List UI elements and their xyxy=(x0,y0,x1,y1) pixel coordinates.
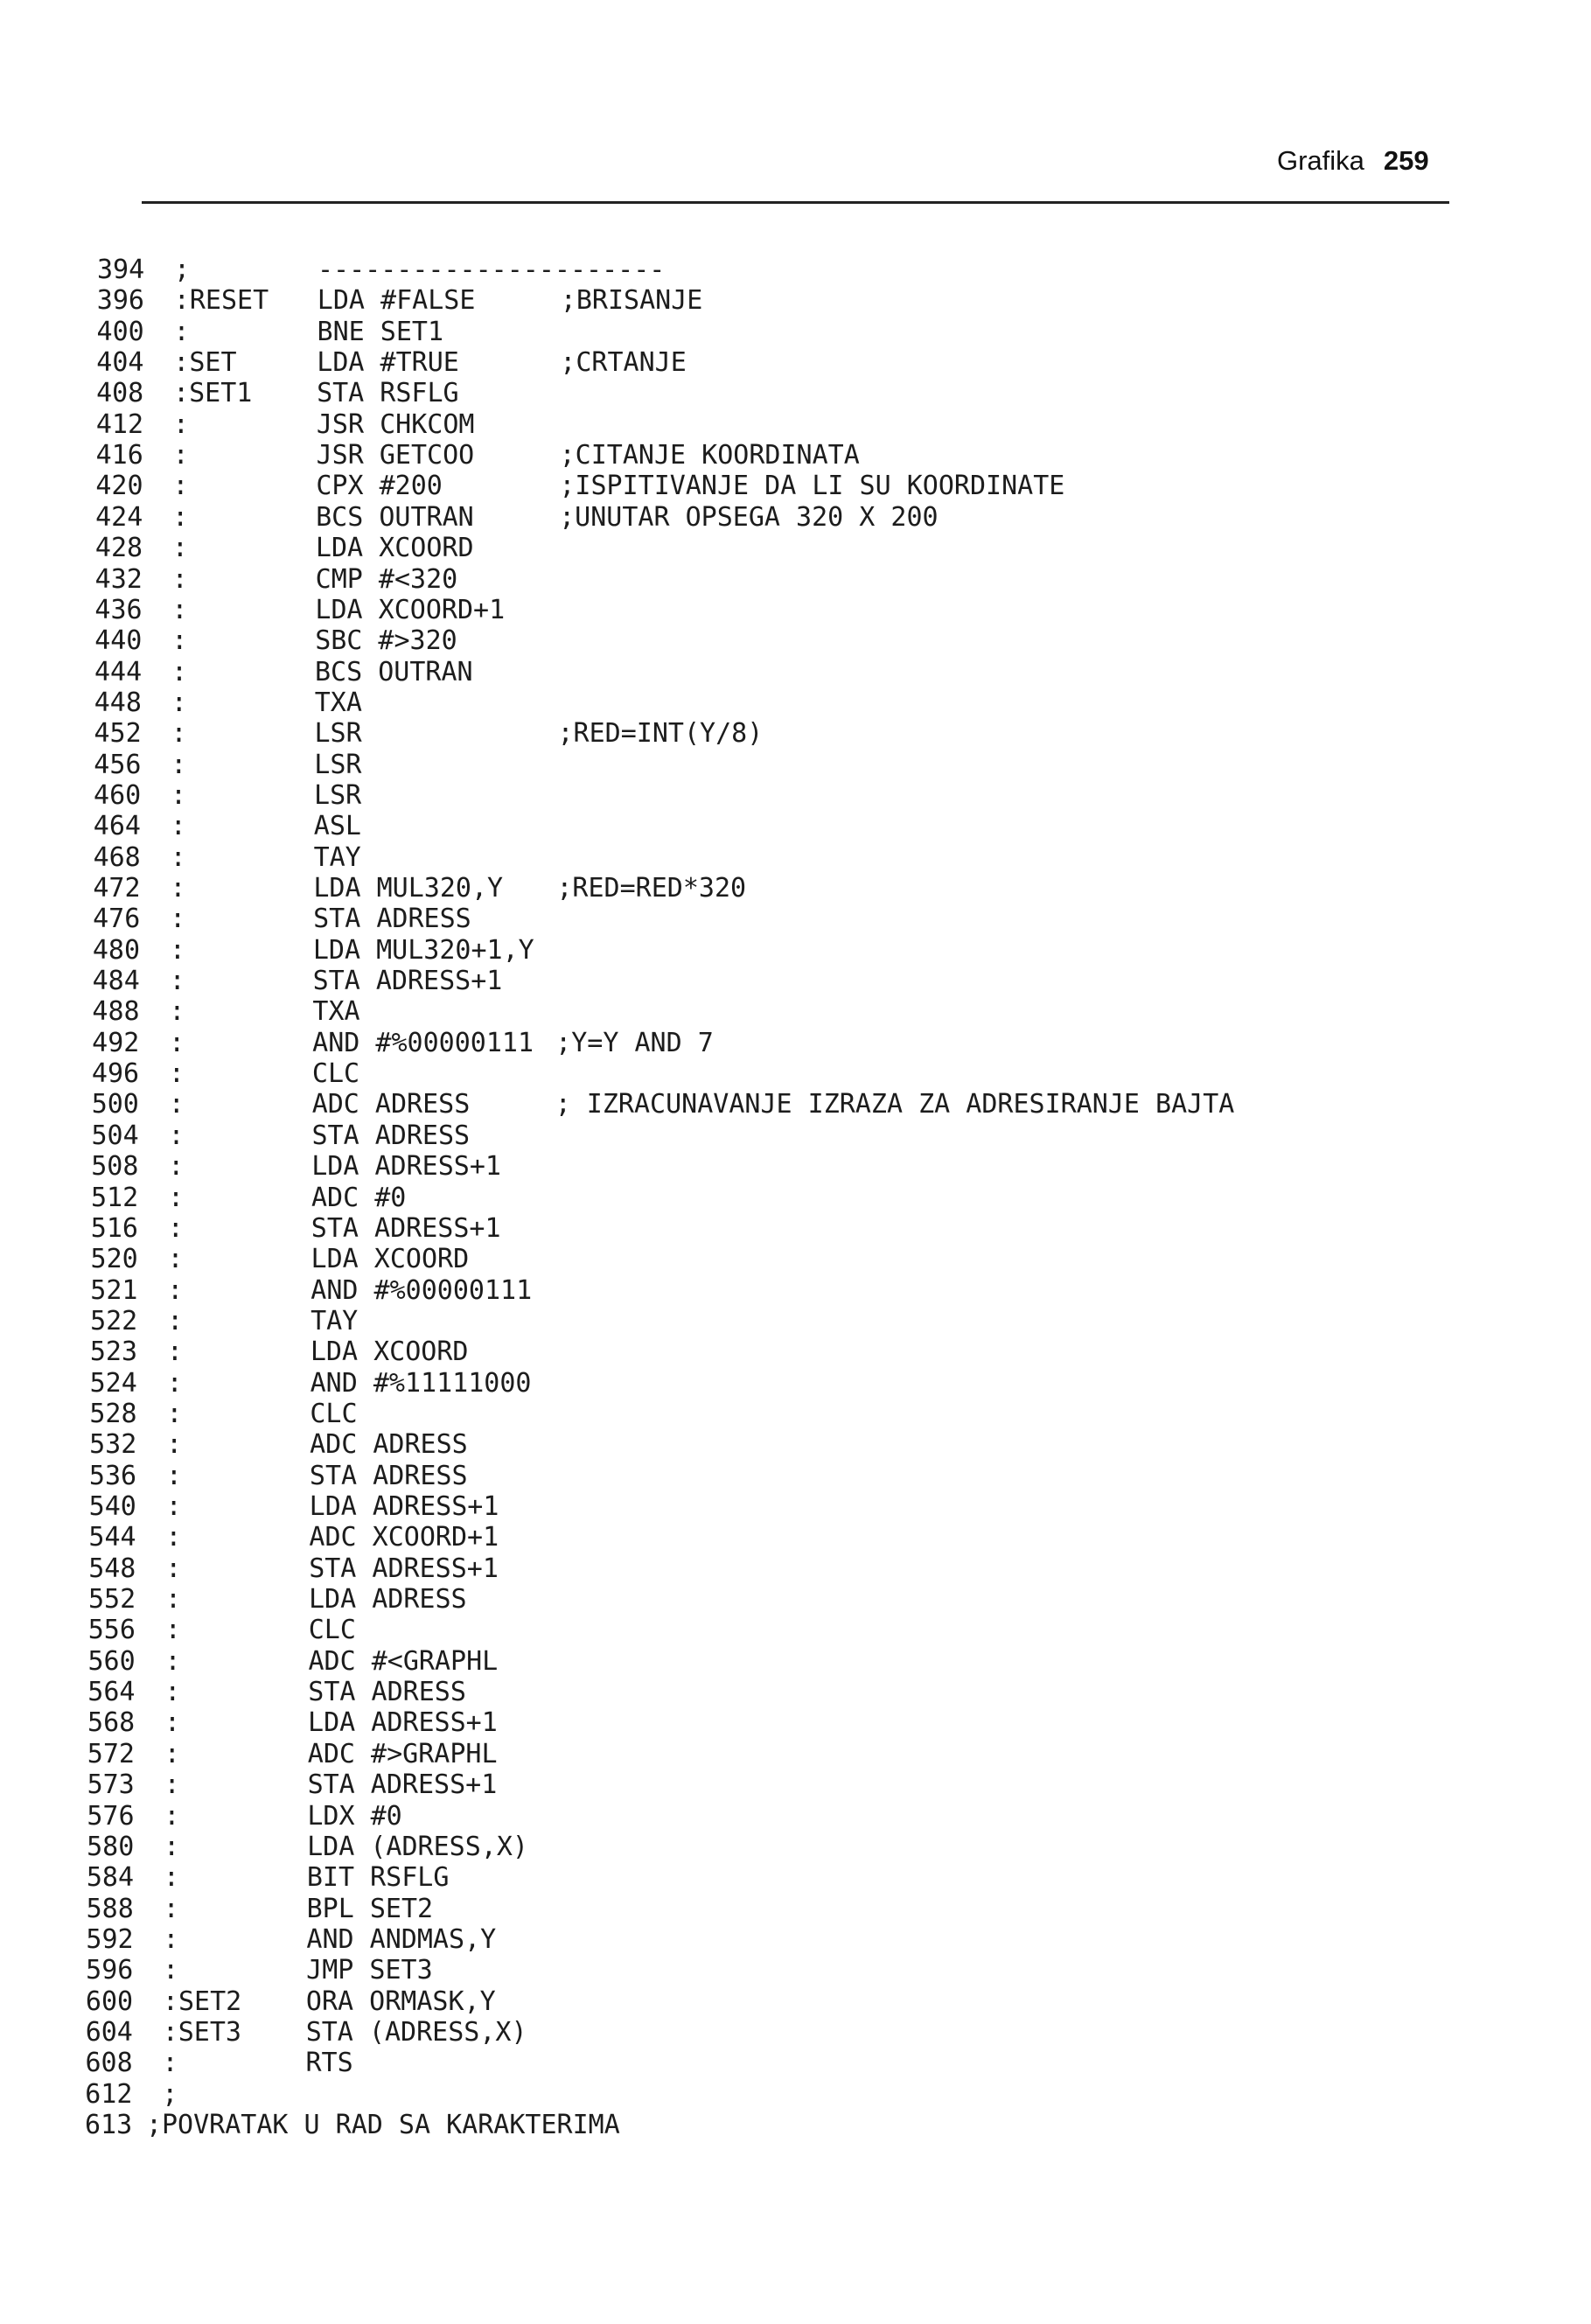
line-label: : xyxy=(164,1800,180,1832)
line-comment: ;ISPITIVANJE DA LI SU KOORDINATE xyxy=(559,471,1065,502)
line-instruction: LDA ADRESS+1 xyxy=(311,1151,501,1183)
line-number: 612 xyxy=(85,2078,133,2110)
line-label: : xyxy=(171,625,188,657)
line-number: 456 xyxy=(94,749,142,780)
line-number: 572 xyxy=(87,1738,135,1769)
line-label: : xyxy=(169,934,185,966)
line-instruction: STA ADRESS+1 xyxy=(307,1769,498,1801)
line-instruction: STA ADRESS+1 xyxy=(309,1553,499,1584)
line-number: 552 xyxy=(87,1584,136,1616)
line-instruction: AND ANDMAS,Y xyxy=(306,1923,497,1955)
line-number: 524 xyxy=(89,1367,137,1399)
line-label: : xyxy=(163,1923,179,1955)
line-label: : xyxy=(172,408,189,440)
line-instruction: POVRATAK U RAD SA KARAKTERIMA xyxy=(162,2110,620,2140)
line-instruction: AND #%00000111 xyxy=(311,1274,533,1306)
line-label: : xyxy=(169,966,185,997)
line-label: : xyxy=(171,749,187,780)
line-number: 512 xyxy=(91,1182,139,1213)
line-number: 472 xyxy=(93,873,141,904)
line-number: 522 xyxy=(90,1305,138,1336)
line-label: : xyxy=(171,656,188,687)
line-label: : xyxy=(163,1893,179,1924)
line-instruction: STA ADRESS+1 xyxy=(311,1212,501,1244)
line-number: 516 xyxy=(90,1212,138,1244)
line-instruction: STA ADRESS+1 xyxy=(312,966,503,997)
line-instruction: LDA #TRUE xyxy=(317,347,459,379)
line-instruction: LDA ADRESS+1 xyxy=(308,1707,498,1739)
line-number: 480 xyxy=(92,934,141,966)
line-label: : xyxy=(164,1584,182,1616)
line-instruction: AND #%11111000 xyxy=(310,1367,532,1399)
line-label: : xyxy=(172,501,189,533)
line-label: : xyxy=(170,904,186,935)
line-instruction: LDA ADRESS+1 xyxy=(309,1491,499,1522)
line-label: : xyxy=(168,1120,185,1151)
line-number: 536 xyxy=(88,1460,137,1491)
line-instruction: ADC ADRESS xyxy=(311,1089,471,1120)
line-label: :RESET xyxy=(173,285,269,317)
line-label: : xyxy=(164,1615,181,1646)
line-number: 596 xyxy=(86,1955,134,1986)
line-instruction: ADC ADRESS xyxy=(310,1429,468,1461)
line-label: ; xyxy=(174,255,191,285)
line-instruction: BPL SET2 xyxy=(306,1893,434,1924)
line-number: 460 xyxy=(94,779,142,811)
line-number: 500 xyxy=(91,1089,139,1120)
line-label: : xyxy=(165,1553,182,1584)
line-number: 404 xyxy=(96,347,144,379)
line-label: : xyxy=(171,594,188,625)
line-instruction: BIT RSFLG xyxy=(306,1862,450,1894)
line-number: 584 xyxy=(86,1862,135,1894)
line-instruction: CPX #200 xyxy=(316,471,443,502)
line-label: : xyxy=(171,779,187,811)
line-instruction: SBC #>320 xyxy=(315,625,457,657)
line-instruction: BCS OUTRAN xyxy=(316,501,474,533)
line-number: 564 xyxy=(87,1677,136,1708)
line-number: 440 xyxy=(94,625,143,657)
line-instruction: STA (ADRESS,X) xyxy=(305,2016,527,2048)
line-instruction: LDA MUL320,Y xyxy=(313,873,504,904)
line-label: : xyxy=(166,1429,183,1461)
line-label: : xyxy=(163,1955,179,1986)
line-instruction: BCS OUTRAN xyxy=(314,656,473,687)
line-number: 560 xyxy=(87,1645,136,1677)
line-comment: ;BRISANJE xyxy=(560,285,703,317)
line-comment: ;Y=Y AND 7 xyxy=(555,1027,714,1058)
line-instruction: LDA MUL320+1,Y xyxy=(312,934,534,966)
line-number: 521 xyxy=(90,1274,138,1306)
line-label: :SET1 xyxy=(173,378,253,409)
line-label: : xyxy=(162,2048,178,2079)
line-number: 428 xyxy=(94,533,143,564)
line-label: : xyxy=(167,1305,184,1336)
line-label: : xyxy=(164,1769,180,1801)
line-label: : xyxy=(165,1491,182,1522)
line-number: 504 xyxy=(91,1120,139,1151)
line-instruction: LDA XCOORD+1 xyxy=(315,594,506,625)
line-label: : xyxy=(173,316,190,347)
line-number: 588 xyxy=(86,1893,134,1924)
line-comment: ;UNUTAR OPSEGA 320 X 200 xyxy=(559,501,939,533)
line-label: : xyxy=(164,1707,181,1739)
line-label: : xyxy=(166,1398,183,1429)
line-label: : xyxy=(167,1244,184,1275)
line-label: : xyxy=(168,1182,185,1213)
line-label: : xyxy=(170,873,186,904)
line-number: 444 xyxy=(94,656,143,687)
line-number: 394 xyxy=(97,255,145,285)
line-number: 412 xyxy=(95,408,144,440)
line-number: 448 xyxy=(94,687,142,718)
line-instruction: ASL xyxy=(313,811,361,842)
line-label: : xyxy=(172,440,189,471)
line-instruction: ---------------------- xyxy=(318,255,666,285)
line-label: : xyxy=(167,1212,184,1244)
line-number: 592 xyxy=(86,1923,134,1955)
line-comment: ;RED=INT(Y/8) xyxy=(557,718,764,750)
line-number: 420 xyxy=(95,471,143,502)
line-instruction: TAY xyxy=(311,1305,359,1336)
line-instruction: BNE SET1 xyxy=(317,316,444,347)
chapter-title: Grafika xyxy=(1277,145,1364,176)
line-label: : xyxy=(166,1336,183,1368)
line-instruction: STA ADRESS xyxy=(309,1460,468,1491)
line-instruction: TXA xyxy=(312,996,360,1028)
line-instruction: LDA (ADRESS,X) xyxy=(307,1831,528,1862)
page-number: 259 xyxy=(1383,145,1429,176)
line-label: : xyxy=(163,1862,179,1894)
line-number: 544 xyxy=(88,1522,136,1553)
line-number: 523 xyxy=(89,1336,138,1368)
line-number: 528 xyxy=(89,1398,137,1429)
line-instruction: CLC xyxy=(308,1615,356,1646)
line-instruction: STA ADRESS xyxy=(308,1677,466,1708)
line-label: : xyxy=(168,1151,185,1183)
line-label: : xyxy=(165,1522,182,1553)
line-instruction: CLC xyxy=(311,1058,360,1090)
line-number: 608 xyxy=(85,2048,133,2079)
line-instruction: JSR GETCOO xyxy=(316,440,475,471)
line-label: : xyxy=(167,1274,184,1306)
line-label: : xyxy=(170,841,186,873)
line-number: 540 xyxy=(88,1491,136,1522)
line-label: : xyxy=(169,996,185,1028)
line-number: 492 xyxy=(92,1027,140,1058)
line-instruction: LDA XCOORD xyxy=(310,1336,469,1368)
line-label: : xyxy=(164,1645,181,1677)
line-number: 556 xyxy=(87,1615,136,1646)
line-number: 396 xyxy=(96,285,144,317)
line-label: : xyxy=(169,1027,185,1058)
line-label: ; xyxy=(162,2078,178,2110)
line-number: 613 xyxy=(85,2110,133,2140)
line-label: : xyxy=(171,533,188,564)
line-instruction: ADC #0 xyxy=(311,1182,407,1213)
line-instruction: JMP SET3 xyxy=(306,1955,433,1986)
line-instruction: JSR CHKCOM xyxy=(316,408,475,440)
line-number: 452 xyxy=(94,718,142,750)
line-comment: ; IZRACUNAVANJE IZRAZA ZA ADRESIRANJE BAJTA xyxy=(555,1089,1235,1120)
line-label: :SET xyxy=(173,347,237,379)
line-comment: ;CRTANJE xyxy=(560,347,687,379)
line-number: 424 xyxy=(95,501,143,533)
line-number: 568 xyxy=(87,1707,136,1739)
line-label: :SET3 xyxy=(162,2016,241,2048)
line-number: 416 xyxy=(95,440,143,471)
line-number: 600 xyxy=(85,1986,134,2017)
line-number: 468 xyxy=(93,841,141,873)
line-instruction: TXA xyxy=(314,687,362,718)
line-instruction: LSR xyxy=(314,718,362,750)
line-instruction: LDX #0 xyxy=(307,1800,402,1832)
line-number: 408 xyxy=(96,378,144,409)
line-instruction: STA RSFLG xyxy=(317,378,459,409)
line-instruction: ADC #<GRAPHL xyxy=(308,1645,499,1677)
line-number: 436 xyxy=(94,594,143,625)
line-label: : xyxy=(170,811,186,842)
line-instruction: TAY xyxy=(313,841,361,873)
line-label: :SET2 xyxy=(162,1986,242,2017)
line-instruction: STA ADRESS xyxy=(311,1120,471,1151)
line-number: 432 xyxy=(94,563,143,595)
line-number: 464 xyxy=(93,811,141,842)
line-instruction: ADC #>GRAPHL xyxy=(307,1738,498,1769)
line-number: 488 xyxy=(92,996,140,1028)
line-label: : xyxy=(165,1460,182,1491)
line-number: 484 xyxy=(92,966,140,997)
line-number: 508 xyxy=(91,1151,139,1183)
line-instruction: STA ADRESS xyxy=(313,904,471,935)
line-instruction: RTS xyxy=(305,2048,353,2079)
line-label: : xyxy=(164,1677,181,1708)
line-comment: ;RED=RED*320 xyxy=(556,873,747,904)
line-label: : xyxy=(164,1738,180,1769)
line-number: 580 xyxy=(87,1831,135,1862)
line-number: 573 xyxy=(87,1769,135,1801)
line-label: : xyxy=(166,1367,183,1399)
line-number: 476 xyxy=(93,904,141,935)
line-label: : xyxy=(171,563,188,595)
line-number: 520 xyxy=(90,1244,138,1275)
line-number: 604 xyxy=(85,2016,133,2048)
line-number: 496 xyxy=(91,1058,140,1090)
line-instruction: CMP #<320 xyxy=(315,563,458,595)
line-label: : xyxy=(171,718,187,750)
line-label: : xyxy=(171,687,187,718)
line-instruction: AND #%00000111 xyxy=(312,1027,534,1058)
line-instruction: ORA ORMASK,Y xyxy=(305,1986,496,2017)
line-label: : xyxy=(164,1831,180,1862)
line-number: 548 xyxy=(88,1553,136,1584)
line-instruction: LSR xyxy=(314,779,362,811)
line-label: : xyxy=(168,1089,185,1120)
line-number: 532 xyxy=(89,1429,137,1461)
line-comment: ;CITANJE KOORDINATA xyxy=(559,440,860,471)
line-instruction: LDA XCOORD xyxy=(311,1244,470,1275)
line-instruction: LSR xyxy=(314,749,362,780)
line-instruction: LDA XCOORD xyxy=(315,533,474,564)
line-number: 400 xyxy=(96,316,144,347)
line-number: 576 xyxy=(87,1800,135,1832)
line-instruction: LDA #FALSE xyxy=(317,285,476,317)
line-instruction: CLC xyxy=(310,1398,358,1429)
line-instruction: LDA ADRESS xyxy=(308,1584,467,1616)
line-instruction: ADC XCOORD+1 xyxy=(309,1522,499,1553)
line-label: ; xyxy=(146,2110,163,2140)
line-label: : xyxy=(172,471,189,502)
line-label: : xyxy=(168,1058,185,1090)
